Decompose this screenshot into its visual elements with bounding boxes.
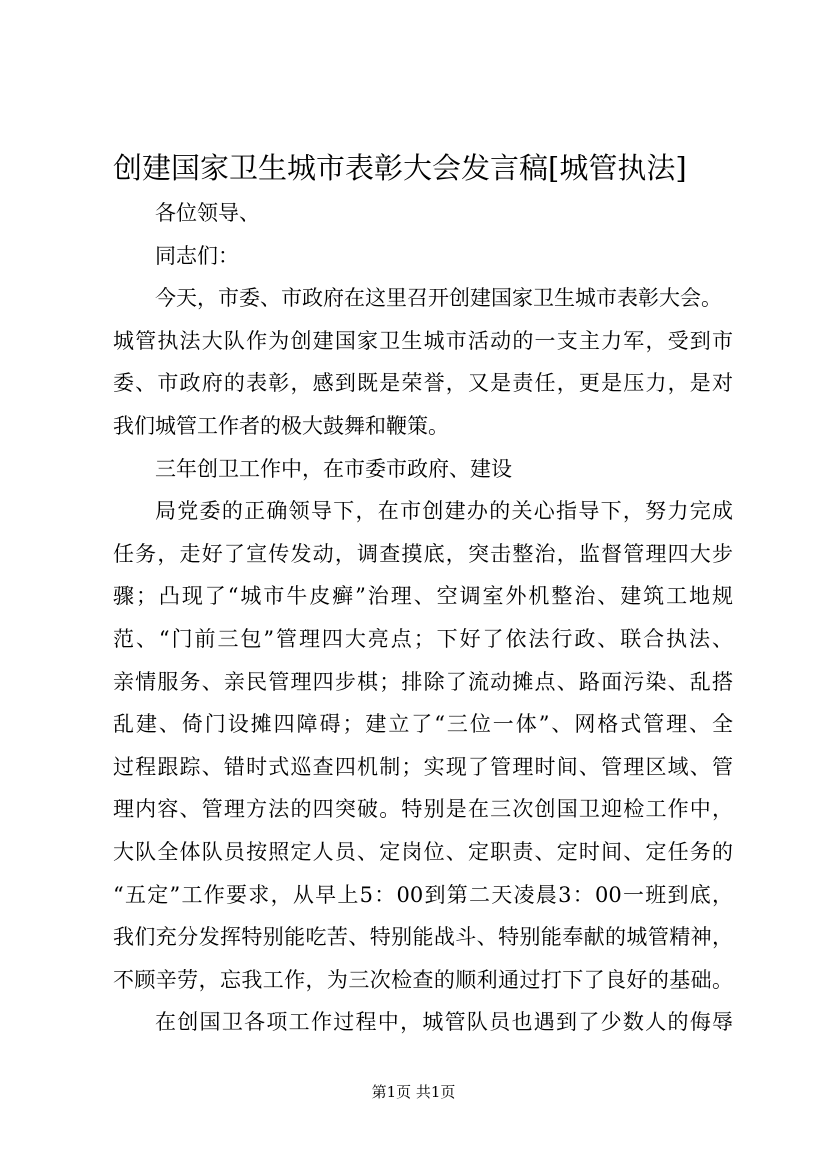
paragraph-line: 乱建、倚门设摊四障碍；建立了“三位一体”、网格式管理、全 xyxy=(113,712,733,737)
paragraph-line: 范、“门前三包”管理四大亮点；下好了依法行政、联合执法、 xyxy=(113,626,733,651)
paragraph-line: 今天，市委、市政府在这里召开创建国家卫生城市表彰大会。 xyxy=(155,286,722,311)
paragraph-line: 城管执法大队作为创建国家卫生城市活动的一支主力军，受到市 xyxy=(113,328,733,353)
paragraph-line: 过程跟踪、错时式巡查四机制；实现了管理时间、管理区域、管 xyxy=(113,754,733,779)
paragraph-line: 任务，走好了宣传发动，调查摸底，突击整治，监督管理四大步 xyxy=(113,541,733,566)
paragraph-line: 我们充分发挥特别能吃苦、特别能战斗、特别能奉献的城管精神， xyxy=(113,925,733,950)
paragraph-line: 委、市政府的表彰，感到既是荣誉，又是责任，更是压力，是对 xyxy=(113,371,733,396)
document-body xyxy=(113,192,733,1044)
paragraph-line: 大队全体队员按照定人员、定岗位、定职责、定时间、定任务的 xyxy=(113,839,733,864)
paragraph-line: 骤；凸现了“城市牛皮癣”治理、空调室外机整治、建筑工地规 xyxy=(113,584,733,609)
paragraph-line: 理内容、管理方法的四突破。特别是在三次创国卫迎检工作中， xyxy=(113,797,733,822)
paragraph-line: 在创国卫各项工作过程中，城管队员也遇到了少数人的侮辱 xyxy=(155,1010,733,1035)
salutation-line: 各位领导、 xyxy=(155,201,260,225)
page-footer: 第1页 共1页 xyxy=(371,1083,456,1101)
salutation-line: 同志们： xyxy=(155,243,239,268)
paragraph-line: 我们城管工作者的极大鼓舞和鞭策。 xyxy=(113,413,449,438)
paragraph-line: 亲情服务、亲民管理四步棋；排除了流动摊点、路面污染、乱搭 xyxy=(113,669,733,694)
paragraph-line: 三年创卫工作中，在市委市政府、建设 xyxy=(155,456,512,481)
paragraph-line: “五定”工作要求，从早上5：00到第二天凌晨3：00一班到底， xyxy=(113,882,733,907)
paragraph-line: 不顾辛劳，忘我工作，为三次检查的顺利通过打下了良好的基础。 xyxy=(113,967,733,992)
paragraph-line: 局党委的正确领导下，在市创建办的关心指导下，努力完成 xyxy=(155,499,733,524)
document-title: 创建国家卫生城市表彰大会发言稿[城管执法] xyxy=(113,151,687,185)
